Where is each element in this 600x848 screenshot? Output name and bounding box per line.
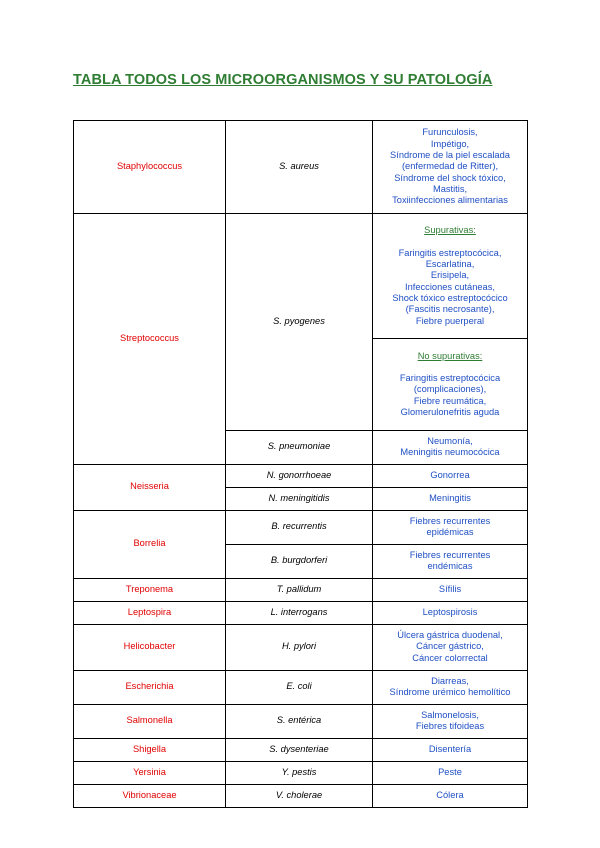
table-row: [74, 761, 528, 784]
genus-cell: Escherichia: [74, 670, 226, 704]
table-row: [74, 601, 528, 624]
pathology-cell: Diarreas, Síndrome urémico hemolítico: [373, 670, 528, 704]
table-row: [74, 784, 528, 807]
genus-cell: Shigella: [74, 738, 226, 761]
genus-cell: Vibrionaceae: [74, 784, 226, 807]
species-cell: N. gonorrhoeae: [226, 464, 373, 487]
genus-cell: Borrelia: [74, 510, 226, 578]
pathology-cell: Cólera: [373, 784, 528, 807]
pathology-cell: Leptospirosis: [373, 601, 528, 624]
species-cell: T. pallidum: [226, 578, 373, 601]
species-cell: E. coli: [226, 670, 373, 704]
genus-cell: Yersinia: [74, 761, 226, 784]
table-row: [74, 578, 528, 601]
pathology-cell: Sífilis: [373, 578, 528, 601]
genus-cell: Salmonella: [74, 704, 226, 738]
pathology-cell: Fiebres recurrentes endémicas: [373, 544, 528, 578]
species-cell: N. meningitidis: [226, 487, 373, 510]
genus-cell: Streptococcus: [74, 214, 226, 465]
species-cell: S. pyogenes: [226, 214, 373, 431]
subheading-no-supurativas: No supurativas:: [417, 350, 483, 361]
genus-cell: Leptospira: [74, 601, 226, 624]
pathology-cell: Úlcera gástrica duodenal, Cáncer gástrico, Cáncer colorrectal: [373, 624, 528, 670]
table-row: [74, 214, 528, 339]
pathology-cell: Disentería: [373, 738, 528, 761]
pathology-cell: Furunculosis, Impétigo, Síndrome de la piel escalada (enfermedad de Ritter), Síndrome del shock tóxico, Mastitis, Toxiinfecciones alimentarias: [373, 121, 528, 214]
table-row: [74, 670, 528, 704]
table-row: [74, 510, 528, 544]
pathology-cell: Fiebres recurrentes epidémicas: [373, 510, 528, 544]
species-cell: S. dysenteriae: [226, 738, 373, 761]
species-cell: S. pneumoniae: [226, 430, 373, 464]
page-title: TABLA TODOS LOS MICROORGANISMOS Y SU PATOLOGÍA: [73, 72, 493, 88]
species-cell: V. cholerae: [226, 784, 373, 807]
species-cell: H. pylori: [226, 624, 373, 670]
table-row: [74, 738, 528, 761]
species-cell: B. recurrentis: [226, 510, 373, 544]
table-row: [74, 624, 528, 670]
pathology-list: Faringitis estreptocócica, Escarlatina, Erisipela, Infecciones cutáneas, Shock tóxico estreptocócico (Fascitis necrosante), Fiebre puerperal: [392, 247, 508, 326]
pathology-cell: Gonorrea: [373, 464, 528, 487]
pathology-cell: Peste: [373, 761, 528, 784]
microorganism-table: [73, 120, 528, 808]
table-row: [74, 121, 528, 214]
genus-cell: Neisseria: [74, 464, 226, 510]
genus-cell: Staphylococcus: [74, 121, 226, 214]
subheading-supurativas: Supurativas:: [424, 225, 476, 236]
pathology-cell: [373, 214, 528, 339]
genus-cell: Treponema: [74, 578, 226, 601]
species-cell: S. entérica: [226, 704, 373, 738]
pathology-cell: Neumonía, Meningitis neumocócica: [373, 430, 528, 464]
species-cell: Y. pestis: [226, 761, 373, 784]
pathology-list: Faringitis estreptocócica (complicaciones), Fiebre reumática, Glomerulonefritis aguda: [399, 373, 501, 418]
genus-cell: Helicobacter: [74, 624, 226, 670]
pathology-cell: Salmonelosis, Fiebres tifoideas: [373, 704, 528, 738]
pathology-cell: [373, 339, 528, 430]
table-row: [74, 704, 528, 738]
species-cell: B. burgdorferi: [226, 544, 373, 578]
table-row: [74, 464, 528, 487]
species-cell: L. interrogans: [226, 601, 373, 624]
pathology-cell: Meningitis: [373, 487, 528, 510]
species-cell: S. aureus: [226, 121, 373, 214]
